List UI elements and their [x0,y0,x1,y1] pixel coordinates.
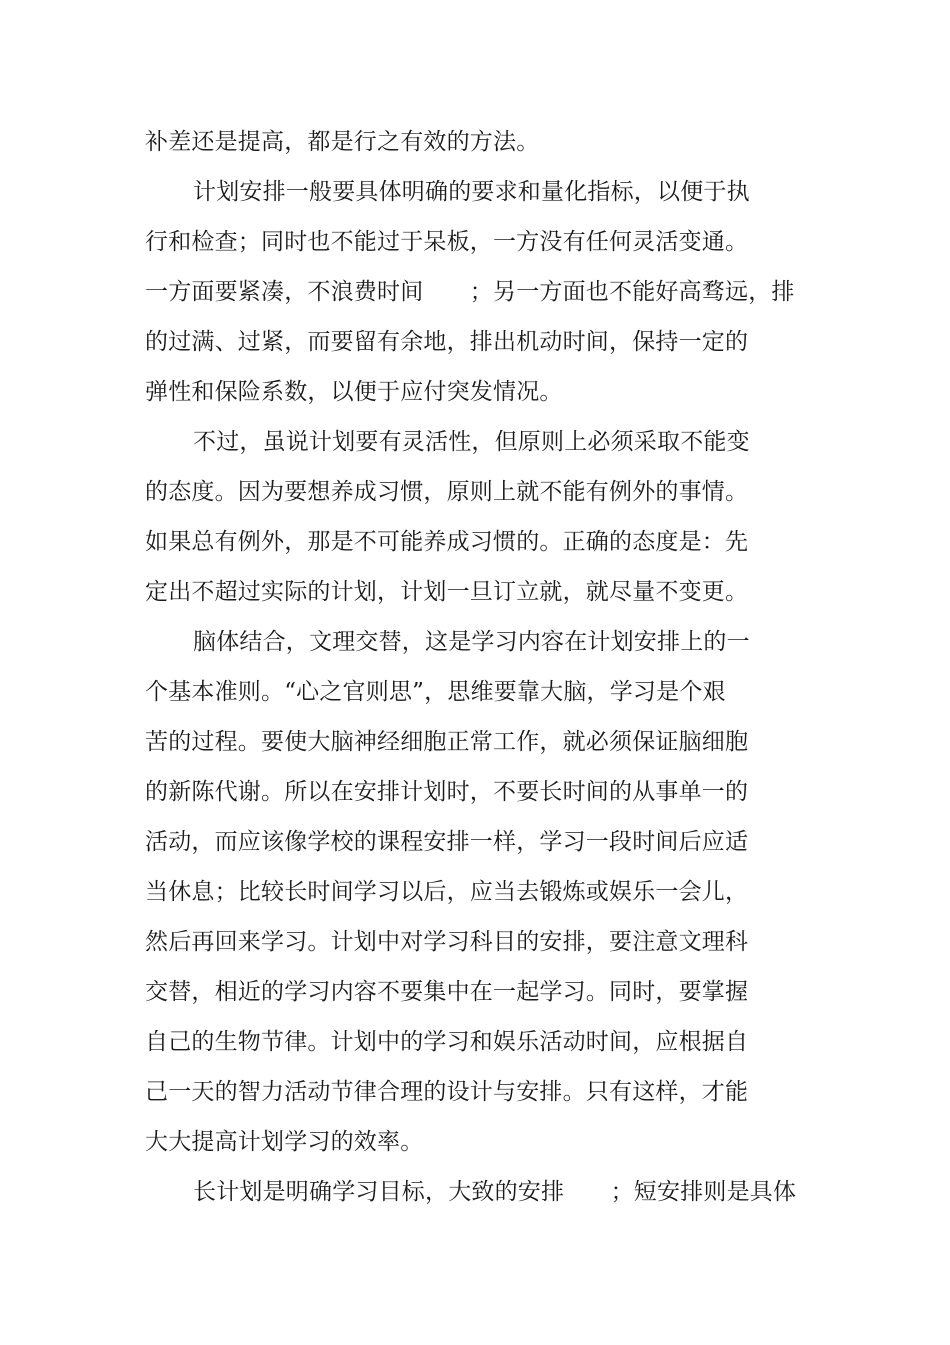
paragraph-first-line: 不过，虽说计划要有灵活性，但原则上必须采取不能变 [193,429,750,455]
text-line: 行和检查；同时也不能过于呆板，一方没有任何灵活变通。 [145,229,749,255]
text-line: 的态度。因为要想养成习惯，原则上就不能有例外的事情。 [145,479,749,505]
text-line: 活动，而应该像学校的课程安排一样，学习一段时间后应适 [145,829,749,855]
text-line: 定出不超过实际的计划，计划一旦订立就，就尽量不变更。 [145,579,749,605]
text-line: 如果总有例外，那是不可能养成习惯的。正确的态度是：先 [145,529,749,555]
text-line: 然后再回来学习。计划中对学习科目的安排，要注意文理科 [145,929,749,955]
text-line: 苦的过程。要使大脑神经细胞正常工作，就必须保证脑细胞 [145,729,749,755]
text-line: 交替，相近的学习内容不要集中在一起学习。同时，要掌握 [145,979,749,1005]
text-line: 补差还是提高，都是行之有效的方法。 [145,129,540,155]
paragraph-first-line: 长计划是明确学习目标，大致的安排 ；短安排则是具体 [193,1179,797,1205]
text-line: 自己的生物节律。计划中的学习和娱乐活动时间，应根据自 [145,1029,749,1055]
text-line: 的新陈代谢。所以在安排计划时，不要长时间的从事单一的 [145,779,749,805]
paragraph-first-line: 计划安排一般要具体明确的要求和量化指标，以便于执 [193,179,750,205]
text-line: 弹性和保险系数，以便于应付突发情况。 [145,379,563,405]
text-line: 个基本准则。“心之官则思”，思维要靠大脑，学习是个艰 [145,679,726,705]
text-line: 一方面要紧凑，不浪费时间 ；另一方面也不能好高骛远，排 [145,279,795,305]
text-line: 己一天的智力活动节律合理的设计与安排。只有这样，才能 [145,1079,749,1105]
text-line: 当休息；比较长时间学习以后，应当去锻炼或娱乐一会儿， [145,879,749,905]
text-line: 大大提高计划学习的效率。 [145,1129,424,1155]
text-line: 的过满、过紧，而要留有余地，排出机动时间，保持一定的 [145,329,749,355]
paragraph-first-line: 脑体结合，文理交替，这是学习内容在计划安排上的一 [193,629,750,655]
